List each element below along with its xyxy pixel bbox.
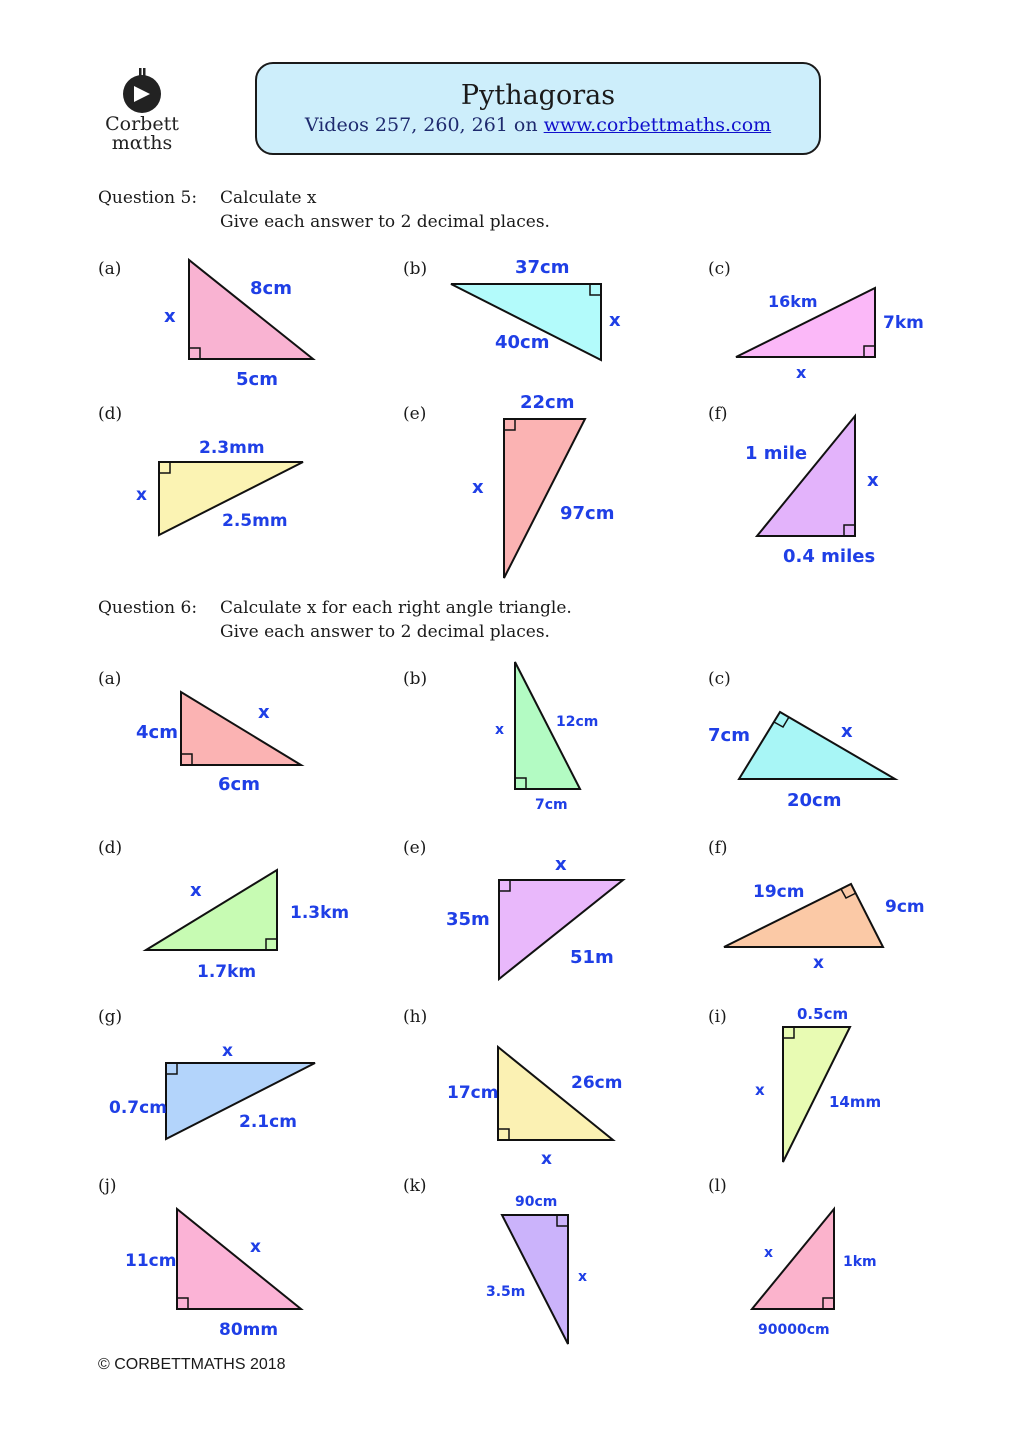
q5-a-side-1: 8cm	[250, 278, 292, 299]
q6-e-side-1: x	[555, 854, 567, 875]
q6-part-d-label: (d)	[98, 838, 123, 858]
question-5-instruction-2: Give each answer to 2 decimal places.	[220, 212, 550, 232]
q5-triangle-f	[745, 416, 879, 567]
website-link[interactable]: www.corbettmaths.com	[543, 114, 772, 136]
q6-part-g-label: (g)	[98, 1007, 123, 1027]
q5-part-e-label: (e)	[403, 404, 427, 424]
q6-h-side-2: 26cm	[571, 1073, 623, 1093]
q6-triangle-i	[755, 1005, 881, 1162]
q6-d-side-1: x	[190, 880, 202, 901]
q6-c-side-1: 7cm	[708, 725, 750, 746]
page-title: Pythagoras	[460, 80, 616, 111]
q6-l-side-1: x	[764, 1245, 774, 1261]
q6-part-e-label: (e)	[403, 838, 427, 858]
q5-e-side-3: 97cm	[560, 503, 615, 524]
q6-triangle-f	[724, 882, 925, 973]
q6-k-side-3: x	[578, 1269, 588, 1285]
q5-d-side-2: x	[136, 485, 147, 505]
q5-f-shape	[757, 416, 855, 536]
q6-part-i-label: (i)	[708, 1007, 727, 1027]
q6-a-side-2: x	[258, 702, 270, 723]
q6-k-shape	[502, 1215, 568, 1344]
q5-triangle-d	[136, 438, 303, 535]
q6-c-side-2: x	[841, 721, 853, 742]
question-6-instruction-2: Give each answer to 2 decimal places.	[220, 622, 550, 642]
q5-c-side-1: 16km	[768, 292, 818, 311]
q6-part-l-label: (l)	[708, 1176, 727, 1196]
q6-b-side-1: x	[495, 722, 505, 738]
q6-a-side-3: 6cm	[218, 774, 260, 795]
q5-f-side-1: 1 mile	[745, 443, 808, 464]
q6-b-side-2: 12cm	[556, 714, 599, 730]
q5-triangle-c	[736, 288, 924, 382]
q5-b-side-3: 40cm	[495, 332, 550, 353]
q6-d-shape	[146, 870, 277, 950]
question-6-number: Question 6:	[98, 598, 198, 618]
q6-triangle-h	[447, 1047, 622, 1169]
q5-a-side-2: x	[164, 306, 176, 327]
q6-triangle-d	[146, 870, 349, 982]
q6-g-side-3: 2.1cm	[239, 1112, 297, 1132]
q6-f-side-1: 19cm	[753, 882, 805, 902]
q6-l-side-2: 1km	[843, 1254, 877, 1270]
q6-part-k-label: (k)	[403, 1176, 427, 1196]
q6-d-side-3: 1.7km	[197, 962, 257, 982]
q6-a-shape	[181, 692, 301, 765]
q5-part-f-label: (f)	[708, 404, 728, 424]
q6-i-side-2: x	[755, 1081, 765, 1099]
q6-j-shape	[177, 1209, 301, 1309]
q5-c-side-2: 7km	[883, 313, 924, 333]
q5-part-c-label: (c)	[708, 259, 731, 279]
q6-h-side-3: x	[541, 1149, 552, 1169]
q6-triangle-k	[486, 1194, 587, 1344]
q5-a-side-3: 5cm	[236, 369, 278, 390]
q5-part-d-label: (d)	[98, 404, 123, 424]
q5-c-side-3: x	[796, 363, 807, 382]
q6-k-side-2: 3.5m	[486, 1284, 526, 1300]
q5-f-side-2: x	[867, 470, 879, 491]
question-6-instruction-1: Calculate x for each right angle triangle.	[220, 598, 572, 618]
q6-i-side-1: 0.5cm	[797, 1005, 849, 1023]
q5-triangle-e	[472, 392, 614, 578]
brand-line-1: Corbett	[105, 113, 179, 135]
q6-c-shape	[739, 712, 895, 779]
q6-g-side-1: x	[222, 1041, 233, 1061]
q6-e-side-2: 35m	[446, 909, 490, 930]
q5-triangle-a	[164, 260, 313, 390]
q6-h-shape	[498, 1047, 613, 1140]
question-5-instruction-1: Calculate x	[220, 188, 317, 208]
q5-a-shape	[189, 260, 313, 359]
q5-d-side-1: 2.3mm	[199, 438, 265, 458]
q6-f-side-2: 9cm	[885, 897, 925, 917]
q6-c-side-3: 20cm	[787, 790, 842, 811]
q5-b-side-1: 37cm	[515, 257, 570, 278]
q6-h-side-1: 17cm	[447, 1083, 499, 1103]
q6-d-side-2: 1.3km	[290, 903, 350, 923]
q6-f-side-3: x	[813, 953, 824, 973]
q6-j-side-3: 80mm	[219, 1320, 279, 1340]
q5-f-side-3: 0.4 miles	[783, 546, 876, 567]
q5-b-side-2: x	[609, 310, 621, 331]
q6-part-f-label: (f)	[708, 838, 728, 858]
q6-j-side-1: 11cm	[125, 1251, 177, 1271]
q6-triangle-a	[136, 692, 301, 795]
q6-part-a-label: (a)	[98, 669, 122, 689]
q5-e-side-2: x	[472, 477, 484, 498]
q5-triangle-b	[451, 257, 621, 360]
q6-triangle-b	[495, 662, 598, 813]
subtitle-prefix: Videos 257, 260, 261 on	[304, 114, 544, 136]
q6-part-j-label: (j)	[98, 1176, 117, 1196]
q6-part-b-label: (b)	[403, 669, 428, 689]
q6-k-side-1: 90cm	[515, 1194, 558, 1210]
q6-e-side-3: 51m	[570, 947, 614, 968]
q6-triangle-c	[708, 712, 895, 811]
brand-line-2: mαths	[111, 132, 173, 154]
q6-triangle-l	[752, 1209, 877, 1338]
q6-b-side-3: 7cm	[535, 797, 568, 813]
q6-i-side-3: 14mm	[829, 1093, 882, 1111]
q5-part-a-label: (a)	[98, 259, 122, 279]
copyright-footer: © CORBETTMATHS 2018	[98, 1356, 286, 1373]
question-5-number: Question 5:	[98, 188, 198, 208]
q5-d-side-3: 2.5mm	[222, 511, 288, 531]
q5-e-side-1: 22cm	[520, 392, 575, 413]
q6-triangle-j	[125, 1209, 301, 1340]
q6-part-h-label: (h)	[403, 1007, 428, 1027]
q6-triangle-e	[446, 854, 623, 979]
q5-e-shape	[504, 419, 585, 578]
q6-j-side-2: x	[250, 1237, 261, 1257]
q6-triangle-g	[109, 1041, 315, 1139]
q6-l-side-3: 90000cm	[758, 1322, 830, 1338]
q6-a-side-1: 4cm	[136, 722, 178, 743]
q6-g-side-2: 0.7cm	[109, 1098, 167, 1118]
q5-part-b-label: (b)	[403, 259, 428, 279]
q6-part-c-label: (c)	[708, 669, 731, 689]
